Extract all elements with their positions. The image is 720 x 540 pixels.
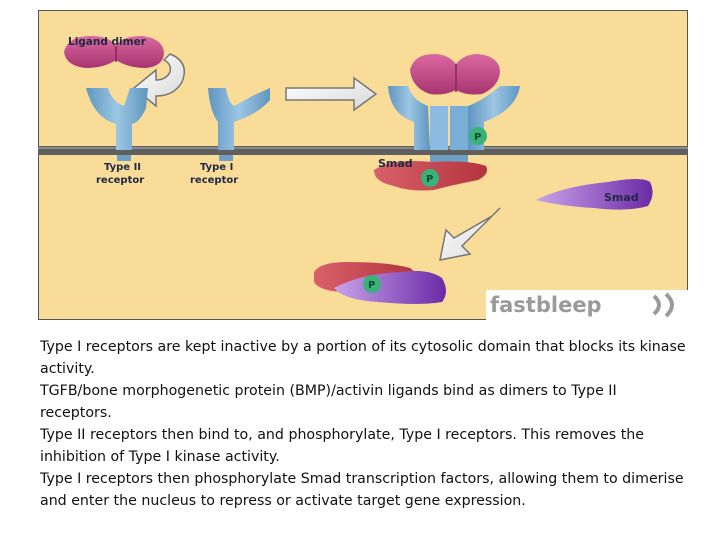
phosphate-smad-label: P <box>426 174 434 185</box>
caption-paragraph-3: Type II receptors then bind to, and phosphorylate, Type I receptors. This removes the inhibition of Type I kinase activity. <box>40 427 644 465</box>
logo-text: fastbleep <box>490 293 602 317</box>
caption-paragraph-4: Type I receptors then phosphorylate Smad transcription factors, allowing them to dimerise and enter the nucleus to repress or activate target gene expression. <box>40 471 684 509</box>
type-i-label-line1: Type I <box>200 162 234 173</box>
fastbleep-logo <box>486 290 688 320</box>
smad-left-label: Smad <box>378 157 413 170</box>
smad-right-label: Smad <box>604 191 639 204</box>
type-ii-label-line1: Type II <box>104 162 142 173</box>
caption-paragraph-1: Type I receptors are kept inactive by a portion of its cytosolic domain that blocks its kinase activity. <box>40 339 686 377</box>
caption-paragraph-2: TGFB/bone morphogenetic protein (BMP)/activin ligands bind as dimers to Type II receptors. <box>40 383 617 421</box>
caption-text <box>40 336 690 512</box>
type-ii-label-line2: receptor <box>96 175 145 186</box>
phosphate-complex-label: P <box>368 280 376 291</box>
phosphate-receptor-label: P <box>474 132 482 143</box>
type-i-label-line2: receptor <box>190 175 239 186</box>
membrane-highlight <box>38 147 688 149</box>
ligand-dimer-label: Ligand dimer <box>68 36 146 48</box>
tgfb-signaling-diagram <box>38 10 688 320</box>
